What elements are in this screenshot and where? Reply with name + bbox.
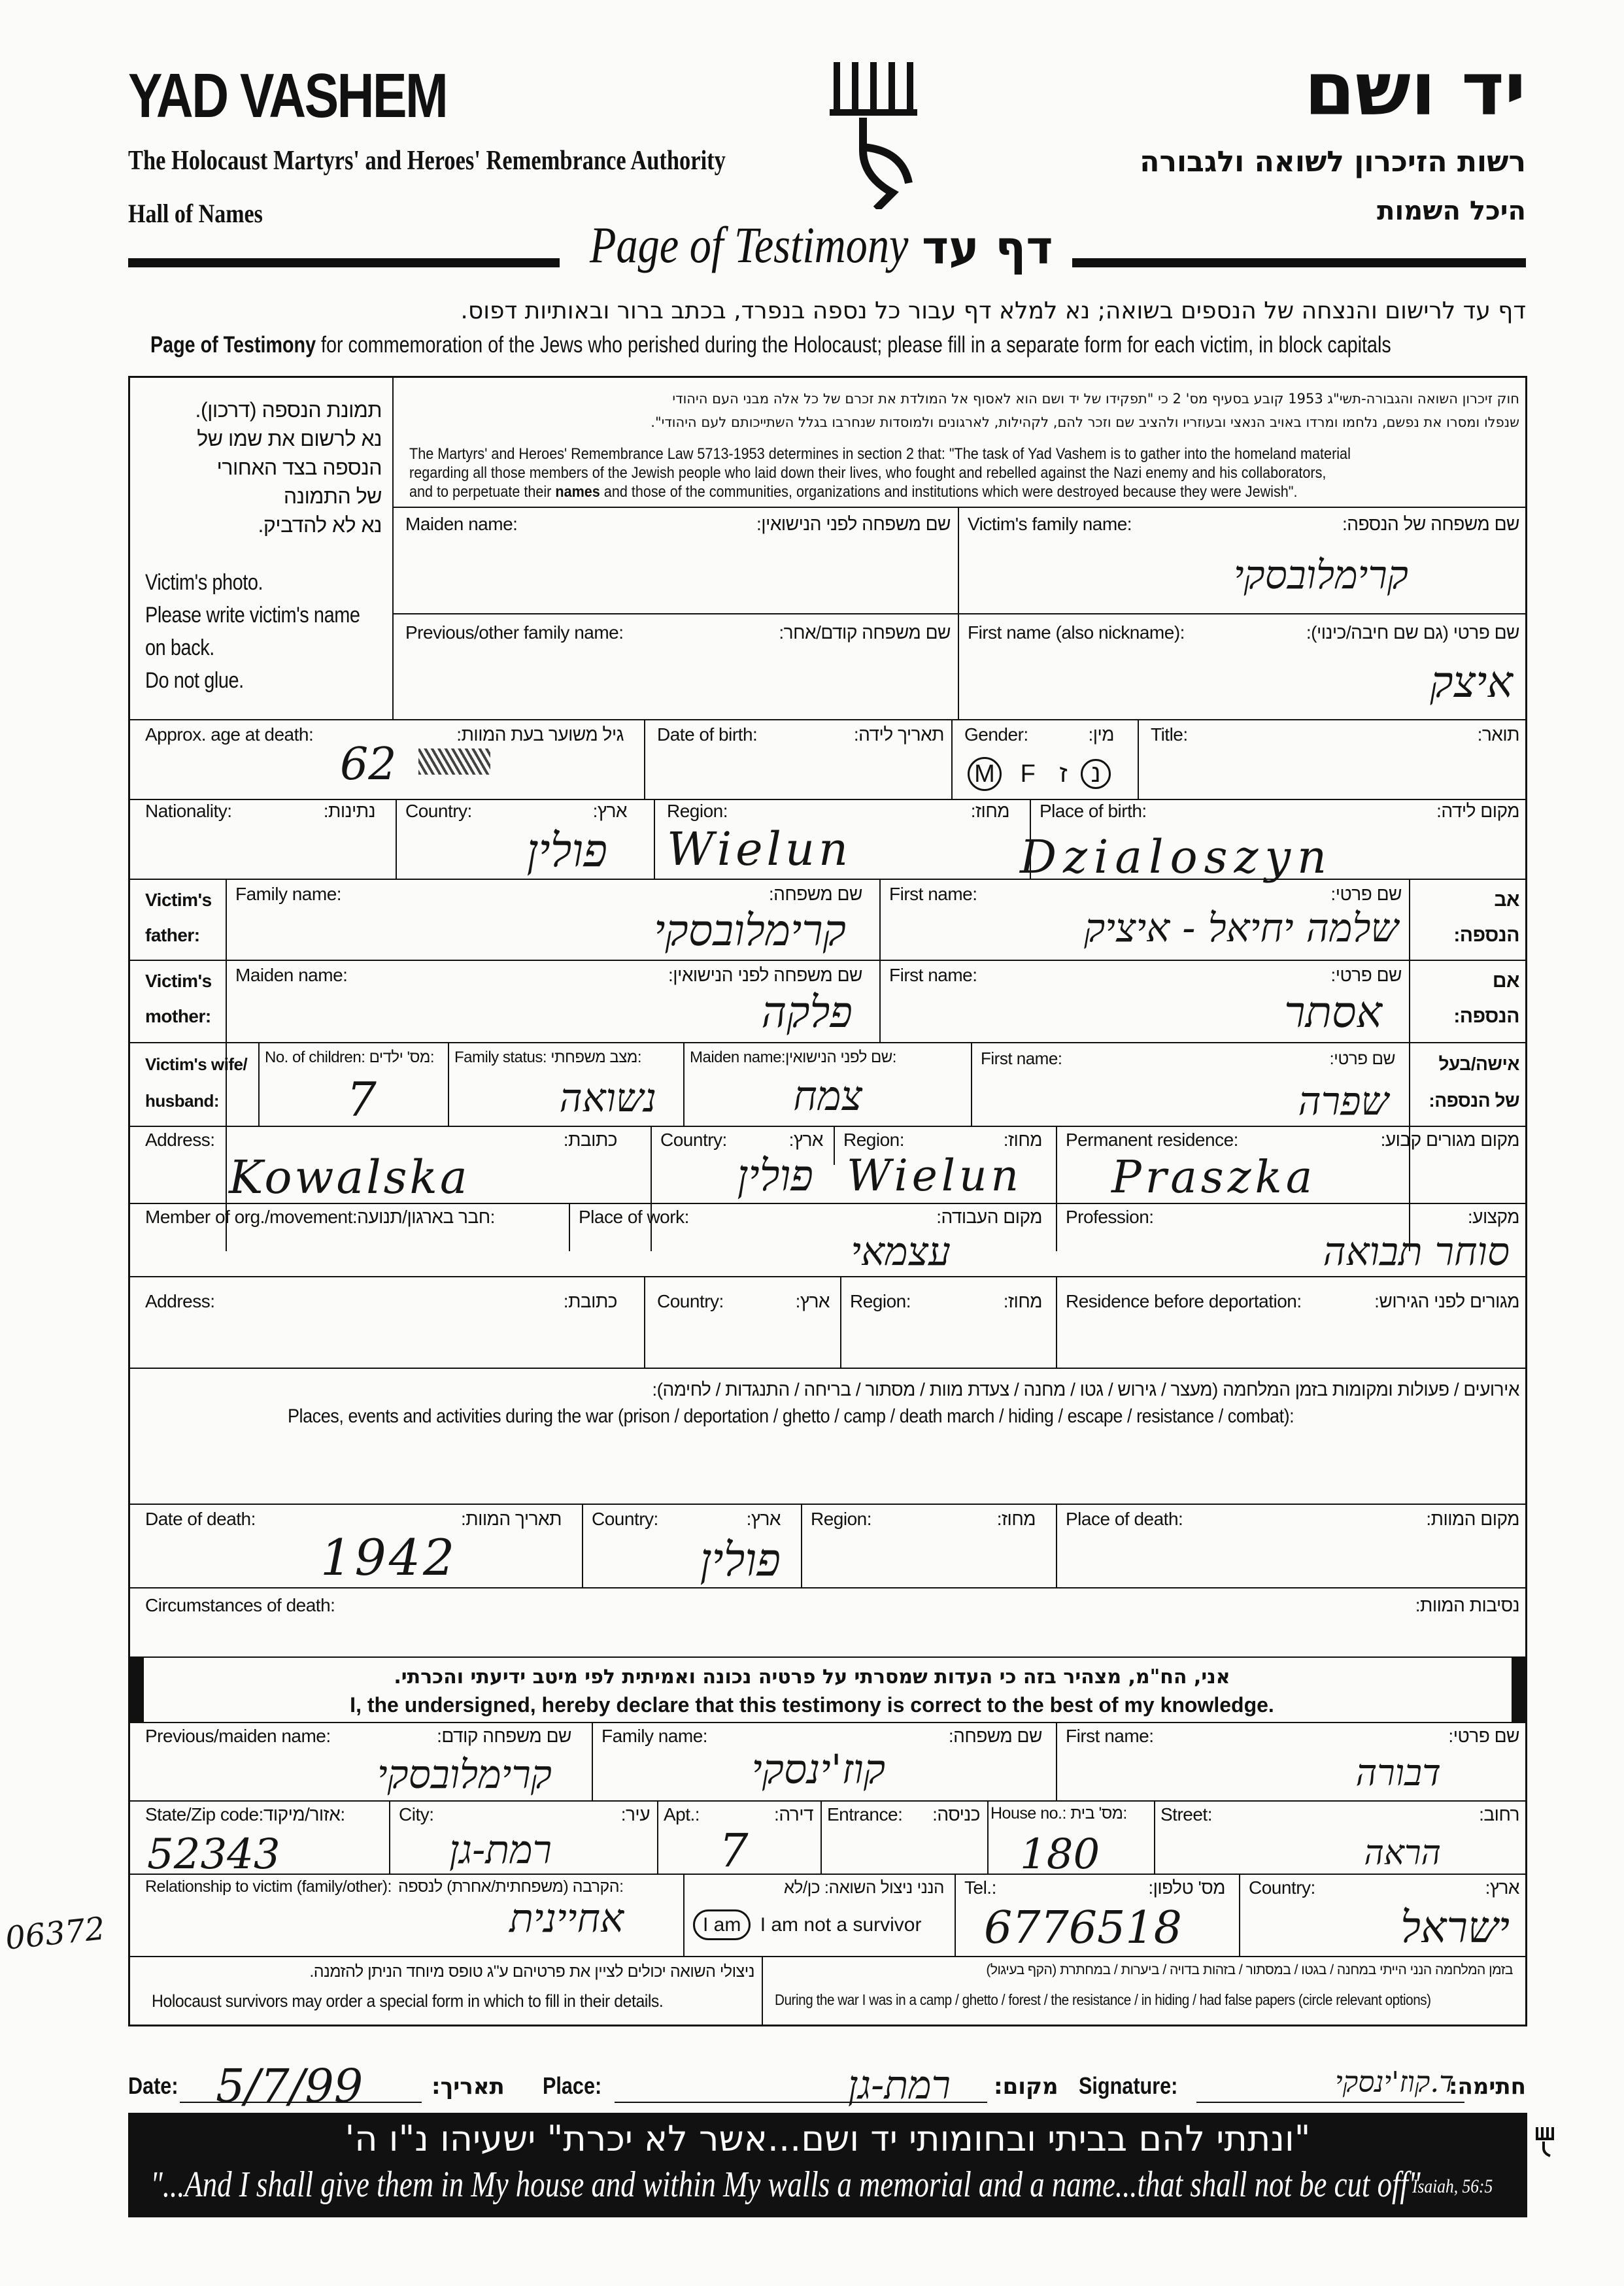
apt-value[interactable]: 7 — [719, 1824, 749, 1877]
victim-first-value[interactable]: איצק — [1430, 657, 1513, 707]
tel-label: Tel.: — [964, 1877, 996, 1898]
photo-instructions-en: Victim's photo. Please write victim's name on back. Do not glue. — [145, 570, 360, 693]
father-first-value[interactable]: שלמה יחיאל - איציק — [1084, 905, 1398, 951]
spouse-label-he: אישה/בעל של הנספה: — [1429, 1054, 1519, 1111]
sub-first-value[interactable]: דבורה — [1355, 1752, 1441, 1794]
survivor-label-he: הנני ניצול השואה: כן/לא — [783, 1877, 944, 1897]
perm-residence-label-he: מקום מגורים קבוע: — [1380, 1130, 1519, 1150]
entrance-label-he: כניסה: — [932, 1804, 980, 1824]
sub-first-label-he: שם פרטי: — [1448, 1726, 1519, 1746]
house-label: House no.: מס' בית: — [990, 1804, 1127, 1823]
pob-label: Place of birth: — [1040, 801, 1147, 821]
gender-label: Gender: — [964, 724, 1028, 745]
date-label-he: תאריך: — [431, 2074, 505, 2100]
age-label-he: גיל משוער בעת המוות: — [456, 724, 624, 745]
place-value[interactable]: רמת-גן — [847, 2062, 951, 2108]
resid-before-label: Residence before deportation: — [1066, 1291, 1302, 1311]
spouse-first-label: First name: — [981, 1049, 1062, 1068]
sub-prev-value[interactable]: קרימלובסקי — [377, 1752, 552, 1798]
city-label-he: עיר: — [620, 1804, 650, 1824]
birthplace-value[interactable]: Dzialoszyn — [1020, 830, 1334, 884]
address-value[interactable]: Kowalska — [229, 1151, 470, 1204]
children-value[interactable]: 7 — [347, 1072, 377, 1127]
region-label: Region: — [667, 801, 728, 821]
spouse-maiden-value[interactable]: צמח — [793, 1072, 862, 1120]
org-name-he: יד ושם — [1304, 47, 1526, 132]
member-label: Member of org./movement:חבר בארגון/תנועה: — [145, 1207, 495, 1227]
spouse-first-value[interactable]: שפרה — [1298, 1079, 1389, 1124]
profession-label-he: מקצוע: — [1467, 1207, 1519, 1227]
address2-label-he: כתובת: — [563, 1291, 617, 1311]
yad-vashem-logo — [824, 52, 928, 209]
law-text-he: חוק זיכרון השואה והגבורה-תשי"ג 1953 קובע בסעיף מס' 2 כי "תפקידו של יד ושם הוא לאסוף אל המולדת את זכרם של כל אלה מבני העם היהודי שנפלו ומסרו את נפשם, נלחמו ומרדו באויב הנאצי ובעוזריו ולהציב שם וזכר להם, לקהילות, לארגונים ולמוסדות שנחרבו בגלל השתייכותם לעם היהודי". — [651, 391, 1519, 430]
addr-region-label-he: מחוז: — [1003, 1130, 1042, 1150]
addr-country-label-he: ארץ: — [788, 1130, 823, 1150]
org-name-en: YAD VASHEM — [128, 61, 447, 131]
father-first-label: First name: — [889, 884, 977, 904]
hall-of-names-he: היכל השמות — [1377, 196, 1526, 226]
resid-before-label-he: מגורים לפני הגירוש: — [1374, 1291, 1519, 1311]
nationality-label-he: נתינות: — [323, 801, 375, 821]
title-bar-left — [128, 258, 560, 267]
nationality-country-value[interactable]: פולין — [526, 824, 607, 877]
country-sub-value[interactable]: ישראל — [1400, 1902, 1510, 1953]
age-scribble — [418, 748, 490, 775]
address2-region-label-he: מחוז: — [1003, 1291, 1042, 1311]
survivors-note-en: Holocaust survivors may order a special form in which to fill in their details. — [152, 1991, 664, 2011]
victim-family-label: Victim's family name: — [968, 514, 1132, 534]
maiden-name-label: Maiden name: — [405, 514, 518, 534]
mother-maiden-label: Maiden name: — [235, 965, 348, 985]
address2-country-label-he: ארץ: — [795, 1291, 830, 1311]
signature-label-he: חתימה: — [1448, 2074, 1526, 2100]
maiden-name-label-he: שם משפחה לפני הנישואין: — [756, 514, 951, 534]
city-value[interactable]: רמת-גן — [448, 1827, 552, 1873]
quote-en: "...And I shall give them in My house and within My walls a memorial and a name...that shall not be cut off" — [150, 2164, 1421, 2205]
children-label: No. of children: מס' ילדים: — [265, 1049, 435, 1066]
sub-prev-label-he: שם משפחה קודם: — [437, 1726, 571, 1746]
dob-label: Date of birth: — [657, 724, 758, 745]
circumstances-label-he: נסיבות המוות: — [1415, 1595, 1519, 1615]
addr-region-label: Region: — [843, 1130, 905, 1150]
pod-label-he: מקום המוות: — [1426, 1509, 1519, 1529]
signature-value[interactable]: ד.קוז'ינסקי — [1335, 2066, 1454, 2099]
work-label: Place of work: — [579, 1207, 689, 1227]
house-value[interactable]: 180 — [1020, 1830, 1100, 1879]
quote-he: "ונתתי להם בביתי ובחומותי יד ושם...אשר לא יכרת" ישעיהו נ"ו ה' — [345, 2118, 1311, 2159]
sub-family-value[interactable]: קוז'ינסקי — [751, 1745, 885, 1793]
country-sub-label-he: ארץ: — [1485, 1877, 1519, 1898]
city-label: City: — [399, 1804, 434, 1824]
intro-he: דף עד לרישום והנצחה של הנספים בשואה; נא למלא דף עבור כל נספה בנפרד, בכתב ברור ובאותיות דפוס. — [460, 297, 1526, 324]
margin-note: 06372 — [3, 1910, 107, 1957]
age-label: Approx. age at death: — [145, 724, 314, 745]
address-label: Address: — [145, 1130, 215, 1150]
death-country-value[interactable]: פולין — [700, 1533, 781, 1587]
addr-country-value[interactable]: פולין — [737, 1151, 813, 1201]
date-value[interactable]: 5/7/99 — [216, 2059, 364, 2113]
victim-family-label-he: שם משפחה של הנספה: — [1342, 514, 1519, 534]
place-label-he: מקום: — [994, 2074, 1058, 2100]
address-label-he: כתובת: — [563, 1130, 617, 1150]
survivor-yes-circled: I am — [693, 1909, 751, 1940]
age-value[interactable]: 62 — [340, 739, 397, 790]
intro-en: Page of Testimony for commemoration of the Jews who perished during the Holocaust; please fill in a separate form for each victim, in block capitals — [150, 332, 1391, 358]
dod-region-label-he: מחוז: — [996, 1509, 1036, 1529]
place-label: Place: — [543, 2072, 602, 2099]
circumstances-label: Circumstances of death: — [145, 1595, 335, 1615]
work-label-he: מקום העבודה: — [936, 1207, 1042, 1227]
declaration-en: I, the undersigned, hereby declare that this testimony is correct to the best of my knowledge. — [350, 1693, 1274, 1717]
father-first-label-he: שם פרטי: — [1330, 884, 1402, 904]
page-title-he: דף עד — [922, 221, 1053, 275]
law-text-en: The Martyrs' and Heroes' Remembrance Law 5713-1953 determines in section 2 that: "The task of Yad Vashem is to gather into the homeland material regarding all those members of the Jewish people who laid down their lives, who fought and rebelled against the Nazi enemy and his collaborators, and to perpetuate their names and those of the communities, organizations and institutions which were destroyed because they were Jewish". — [409, 445, 1351, 501]
profession-label: Profession: — [1066, 1207, 1154, 1227]
country-label-he: ארץ: — [592, 801, 627, 821]
family-status-label: Family status: מצב משפחתי: — [454, 1049, 641, 1066]
pob-label-he: מקום לידה: — [1436, 801, 1519, 821]
title-label-he: תואר: — [1477, 724, 1519, 745]
entrance-label: Entrance: — [827, 1804, 903, 1824]
street-value[interactable]: הראה — [1364, 1834, 1441, 1873]
gender-m-circled: M — [968, 757, 1002, 791]
death-date-value[interactable]: 1942 — [320, 1528, 458, 1587]
survivor-options[interactable]: I am I am not a survivor — [693, 1914, 921, 1936]
hall-of-names-en: Hall of Names — [128, 199, 263, 228]
dod-label: Date of death: — [145, 1509, 256, 1529]
quote-ref: Isaiah, 56:5 — [1412, 2176, 1493, 2197]
country-sub-label: Country: — [1249, 1877, 1315, 1898]
addr-region-value[interactable]: Wielun — [847, 1151, 1023, 1201]
address2-country-label: Country: — [657, 1291, 724, 1311]
title-label: Title: — [1151, 724, 1188, 745]
sub-first-label: First name: — [1066, 1726, 1154, 1746]
perm-residence-value[interactable]: Praszka — [1111, 1152, 1317, 1203]
dod-country-label: Country: — [592, 1509, 658, 1529]
spouse-maiden-label: Maiden name:שם לפני הנישואין: — [690, 1049, 896, 1066]
nationality-label: Nationality: — [145, 801, 232, 821]
first-name-label-he: שם פרטי (גם שם חיבה/כינוי): — [1306, 622, 1519, 643]
prev-name-label: Previous/other family name: — [405, 622, 624, 643]
tel-value[interactable]: 6776518 — [984, 1902, 1182, 1954]
mother-first-label-he: שם פרטי: — [1330, 965, 1402, 985]
country-label: Country: — [405, 801, 472, 821]
wartime-note-he: בזמן המלחמה הנני הייתי במחנה / בגטו / במסתור / בזהות בדויה / ביערות / במחתרת (הקף בעיגול) — [986, 1962, 1513, 1977]
mother-maiden-value[interactable]: פלקה — [761, 987, 853, 1037]
apt-label-he: דירה: — [774, 1804, 813, 1824]
mother-first-value[interactable]: אסתר — [1284, 987, 1382, 1037]
sub-prev-label: Previous/maiden name: — [145, 1726, 331, 1746]
signature-label: Signature: — [1079, 2072, 1178, 2099]
perm-residence-label: Permanent residence: — [1066, 1130, 1238, 1150]
dod-region-label: Region: — [811, 1509, 872, 1529]
father-family-value[interactable]: קרימלובסקי — [654, 905, 846, 956]
mother-label-he: אם הנספה: — [1453, 970, 1519, 1027]
gender-label-he: מין: — [1088, 724, 1114, 745]
wartime-note-en: During the war I was in a camp / ghetto / forest / the resistance / in hiding / had false papers (circle relevant options) — [775, 1991, 1431, 2008]
profession-value[interactable]: סוחר תבואה — [1323, 1229, 1510, 1275]
dob-label-he: תאריך לידה: — [853, 724, 944, 745]
street-label-he: רחוב: — [1479, 1804, 1519, 1824]
page-title-en: Page of Testimony — [590, 216, 909, 273]
photo-instructions-he: תמונת הנספה (דרכון). נא לרשום את שמו של הנספה בצד האחורי של התמונה נא לא להדביק. — [195, 398, 382, 537]
apt-label: Apt.: — [664, 1804, 700, 1824]
pod-label: Place of death: — [1066, 1509, 1183, 1529]
father-label-he: אב הנספה: — [1453, 889, 1519, 946]
address2-label: Address: — [145, 1291, 215, 1311]
address2-region-label: Region: — [850, 1291, 911, 1311]
dod-country-label-he: ארץ: — [746, 1509, 781, 1529]
survivors-note-he: ניצולי השואה יכולים לציין את פרטיהם ע"ג טופס מיוחד הניתן להזמנה. — [309, 1962, 754, 1981]
small-logo-icon — [1533, 2125, 1559, 2157]
sub-family-label-he: שם משפחה: — [948, 1726, 1042, 1746]
family-status-value[interactable]: נשואה — [559, 1075, 656, 1121]
tel-label-he: מס' טלפון: — [1148, 1877, 1225, 1898]
date-label: Date: — [128, 2072, 178, 2099]
mother-maiden-label-he: שם משפחה לפני הנישואין: — [668, 965, 862, 985]
dod-label-he: תאריך המוות: — [461, 1509, 562, 1529]
street-label: Street: — [1160, 1804, 1212, 1824]
spouse-label-en: Victim's wife/ husband: — [145, 1054, 248, 1111]
mother-label-en: Victim's mother: — [145, 971, 212, 1026]
authority-en: The Holocaust Martyrs' and Heroes' Remembrance Authority — [128, 146, 726, 176]
title-bar-right — [1072, 258, 1526, 267]
events-label-en: Places, events and activities during the war (prison / deportation / ghetto / camp / death march / hiding / escape / resistance / combat): — [288, 1405, 1294, 1427]
relationship-label: Relationship to victim (family/other): הקרבה (משפחתית/אחרת) לנספה: — [145, 1877, 624, 1896]
zip-value[interactable]: 52343 — [147, 1830, 280, 1879]
father-label-en: Victim's father: — [145, 890, 212, 945]
father-family-label: Family name: — [235, 884, 342, 904]
addr-country-label: Country: — [660, 1130, 727, 1150]
gender-options[interactable]: M F ז נ — [968, 757, 1111, 791]
authority-he: רשות הזיכרון לשואה ולגבורה — [1140, 145, 1526, 178]
work-value[interactable]: עצמאי — [851, 1229, 951, 1275]
spouse-first-label-he: שם פרטי: — [1329, 1049, 1395, 1068]
declaration-he: אני, הח"מ, מצהיר בזה כי העדות שמסרתי על פרטיה נכונה ואמיתית לפי מיטב ידיעתי והכרתי. — [394, 1666, 1230, 1689]
zip-label: State/Zip code:אזור/מיקוד: — [145, 1804, 345, 1824]
father-family-label-he: שם משפחה: — [768, 884, 862, 904]
events-label-he: אירועים / פעולות ומקומות בזמן המלחמה (מעצר / גירוש / גטו / מחנה / צעדת מוות / מסתור / בריחה / התנגדות / לחימה): — [652, 1379, 1519, 1400]
prev-name-label-he: שם משפחה קודם/אחר: — [779, 622, 951, 643]
sub-family-label: Family name: — [601, 1726, 708, 1746]
victim-family-value[interactable]: קרימלובסקי — [1233, 552, 1408, 598]
first-name-label: First name (also nickname): — [968, 622, 1185, 643]
region-value[interactable]: Wielun — [667, 822, 853, 876]
relationship-value[interactable]: אחיינית — [509, 1896, 624, 1941]
region-label-he: מחוז: — [970, 801, 1009, 821]
mother-first-label: First name: — [889, 965, 977, 985]
